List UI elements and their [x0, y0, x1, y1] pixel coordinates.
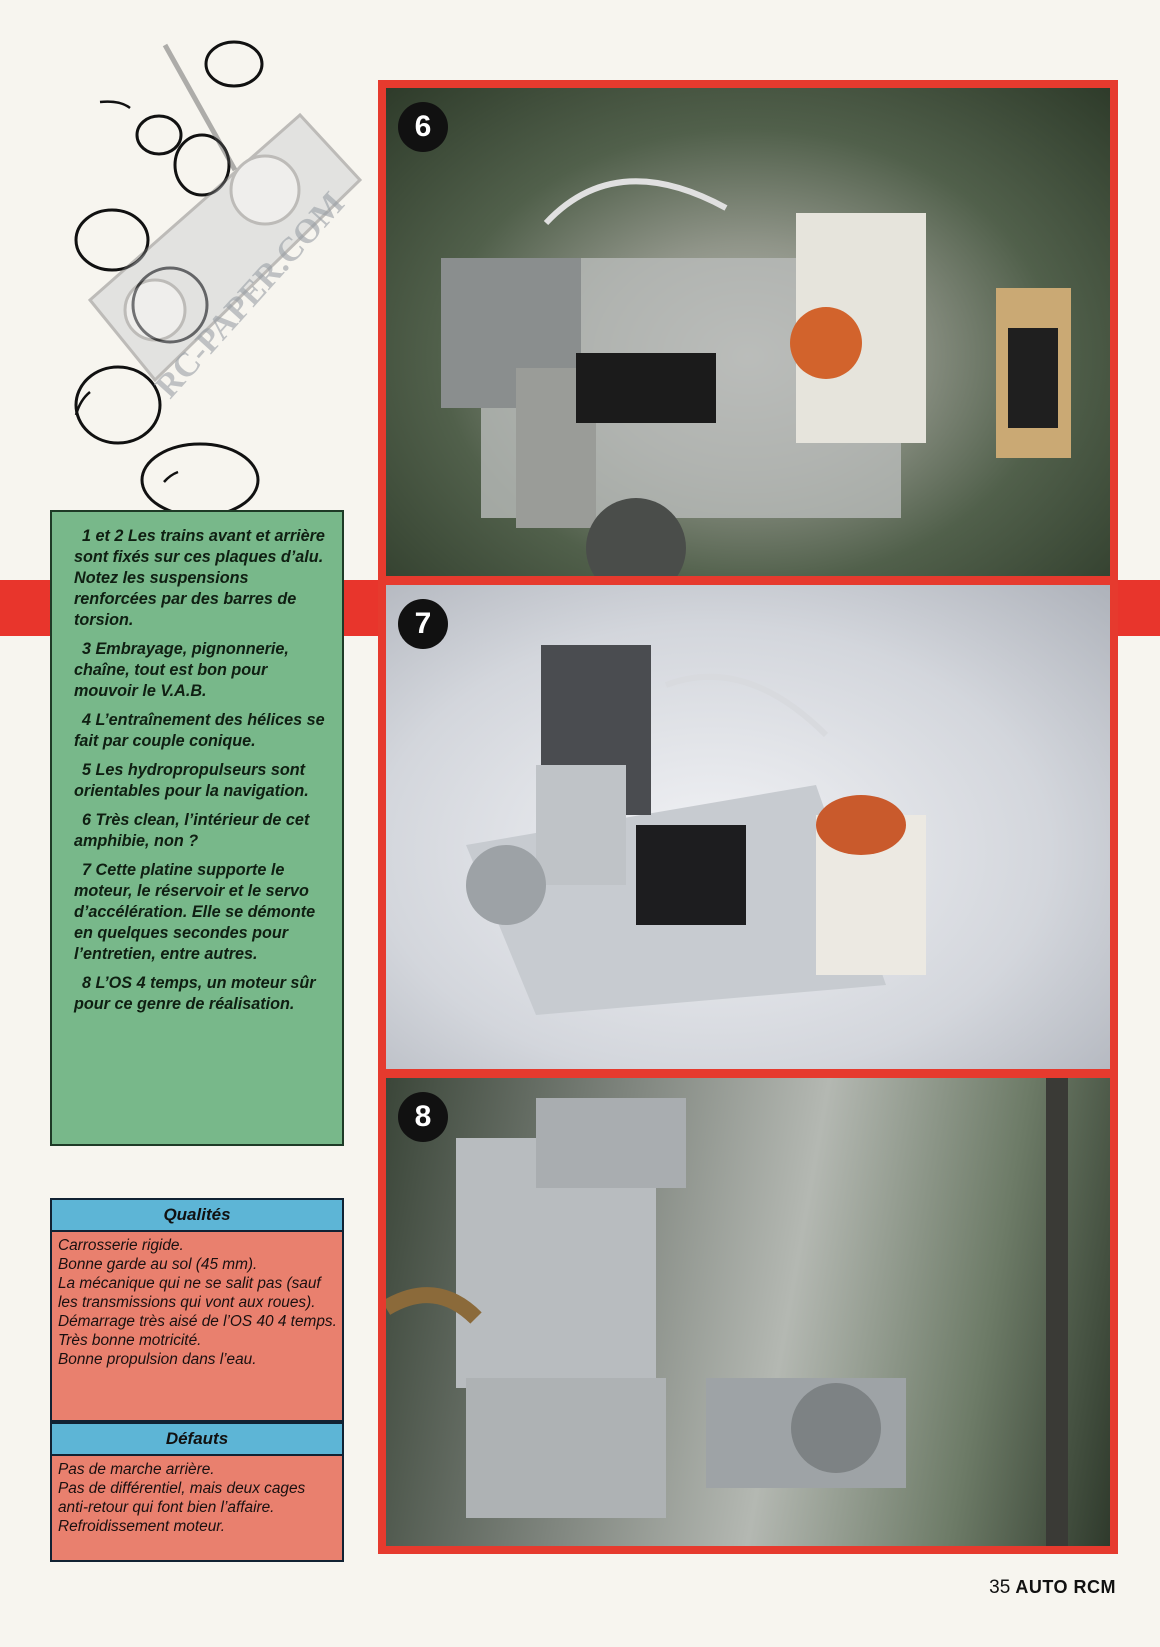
caption-7: 7 Cette platine supporte le moteur, le réservoir et le servo d’accélération. Elle se démonte en quelques secondes pour l’entretien, entre autres.	[74, 861, 316, 963]
photo-6-interior	[386, 88, 1110, 576]
watermark: RC-PAPER.COM	[148, 185, 352, 406]
qualites-item: Bonne propulsion dans l’eau.	[58, 1351, 257, 1368]
caption-1-2: 1 et 2 Les trains avant et arrière sont fixés sur ces plaques d’alu. Notez les suspensions renforcées par des barres de torsion.	[74, 527, 325, 629]
defauts-item: Pas de différentiel, mais deux cages anti-retour qui font bien l’affaire.	[58, 1480, 306, 1516]
photo-frame	[378, 80, 1118, 1554]
defauts-heading: Défauts	[50, 1422, 344, 1456]
photo-number-8: 8	[398, 1092, 448, 1142]
bubble	[76, 367, 160, 443]
caption-4: 4 L’entraînement des hélices se fait par couple conique.	[74, 711, 325, 750]
photo-number-7: 7	[398, 599, 448, 649]
transmitter-illustration	[60, 20, 390, 520]
photo-number-6: 6	[398, 102, 448, 152]
qualites-item: Carrosserie rigide.	[58, 1237, 184, 1254]
page-number: 35	[989, 1577, 1011, 1598]
photo-8-os-engine	[386, 1078, 1110, 1546]
defauts-item: Pas de marche arrière.	[58, 1461, 215, 1478]
defauts-item: Refroidissement moteur.	[58, 1518, 226, 1535]
qualites-item: Bonne garde au sol (45 mm).	[58, 1256, 258, 1273]
defauts-list	[50, 1456, 344, 1562]
qualites-item: Démarrage très aisé de l’OS 40 4 temps.	[58, 1313, 337, 1330]
qualites-list	[50, 1232, 344, 1422]
caption-box	[50, 510, 344, 1146]
qualites-heading: Qualités	[50, 1198, 344, 1232]
caption-8: 8 L’OS 4 temps, un moteur sûr pour ce genre de réalisation.	[74, 974, 316, 1013]
caption-3: 3 Embrayage, pignonnerie, chaîne, tout est bon pour mouvoir le V.A.B.	[74, 640, 289, 700]
bubble	[137, 116, 181, 154]
bubble	[206, 42, 262, 86]
page-footer	[989, 1577, 1116, 1599]
magazine-name: AUTO RCM	[1015, 1577, 1116, 1597]
caption-6: 6 Très clean, l’intérieur de cet amphibie, non ?	[74, 811, 310, 850]
bubble	[142, 444, 258, 516]
qualites-item: Très bonne motricité.	[58, 1332, 202, 1349]
photo-7-engine-plate	[386, 585, 1110, 1069]
caption-5: 5 Les hydropropulseurs sont orientables pour la navigation.	[74, 761, 309, 800]
qualites-item: La mécanique qui ne se salit pas (sauf les transmissions qui vont aux roues).	[58, 1275, 321, 1311]
